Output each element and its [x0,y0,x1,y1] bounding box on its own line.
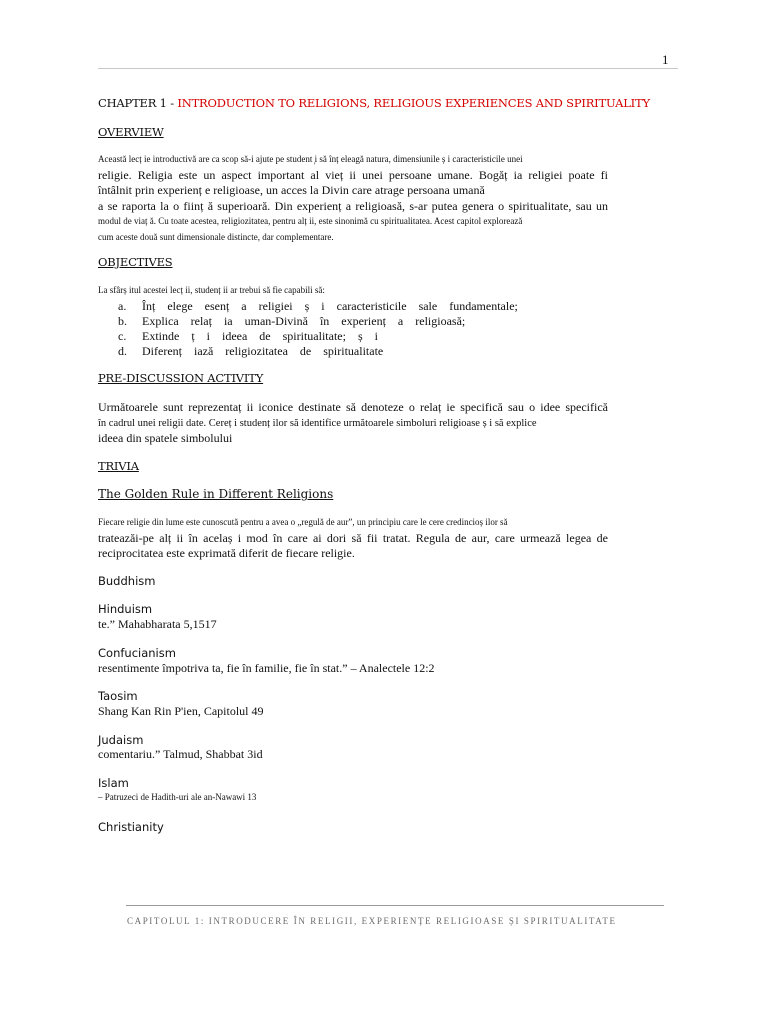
golden-rule-line: reciprocitatea este exprimată diferit de fiecare religie. [98,546,355,560]
objective-text: Extinde ț i ideea de spiritualitate; ș i [142,329,378,343]
religion-name-confucianism: Confucianism [98,646,176,660]
religion-quote-islam: – Patruzeci de Hadith-uri ale an-Nawawi 13 [98,792,257,802]
footer-rule [126,905,664,906]
pre-discussion-line: în cadrul unei religii date. Cereț i studenț ilor să identifice următoarele simboluri religioase ș i să explice [98,417,537,429]
trivia-heading: TRIVIA [98,459,139,473]
pre-discussion-line: Următoarele sunt reprezentaț ii iconice destinate să denoteze o relaț ie specifică sau o idee specifică [98,400,608,414]
overview-line: a se raporta la o ființ ă superioară. Din experienț a religioasă, s-ar putea genera o spiritualitate, sau un [98,198,608,213]
pre-discussion-paragraph [98,400,613,447]
religion-name-judaism: Judaism [98,733,144,747]
overview-line: religie. Religia este un aspect important al vieț ii unei persoane umane. Bogăț ia religiei poate fi [98,167,608,182]
golden-rule-line: trateazăi-pe alț ii în acelaș i mod în care ai dori să fii tratat. Regula de aur, care urmează legea de [98,530,608,545]
religion-quote-hinduism: te.” Mahabharata 5,1517 [98,617,217,631]
religion-name-islam: Islam [98,776,129,790]
religion-name-buddhism: Buddhism [98,574,156,588]
objective-letter: c. [118,329,127,343]
golden-rule-line: Fiecare religie din lume este cunoscută pentru a avea o „regulă de aur”, un principiu care le cere credincioș ilor să [98,517,508,527]
objectives-heading: OBJECTIVES [98,255,173,269]
header-rule [98,68,678,69]
religion-name-hinduism: Hinduism [98,602,153,616]
objective-text: Înț elege esenț a religiei ș i caracteristicile sale fundamentale; [142,299,518,313]
religion-quote-judaism: comentariu.” Talmud, Shabbat 3id [98,747,263,761]
overview-paragraph [98,152,613,245]
religion-quote-taosim: Shang Kan Rin P'ien, Capitolul 49 [98,704,264,718]
objective-letter: d. [118,344,127,358]
objective-letter: b. [118,314,127,328]
objectives-intro: La sfârș itul acestei lecț ii, studenț ii ar trebui să fie capabili să: [98,285,325,295]
religion-quote-confucianism: resentimente împotriva ta, fie în familie, fie în stat.” – Analectele 12:2 [98,661,435,675]
objective-text: Diferenț iază religiozitatea de spiritualitate [142,344,384,358]
golden-rule-intro [98,515,613,562]
objective-text: Explica relaț ia uman-Divină în experienț a religioasă; [142,314,466,328]
footer-chapter-title: CAPITOLUL 1: INTRODUCERE ÎN RELIGII, EXPERIENȚE RELIGIOASE ȘI SPIRITUALITATE [127,916,617,926]
golden-rule-subheading: The Golden Rule in Different Religions [98,487,334,501]
chapter-prefix: CHAPTER 1 - [98,96,178,110]
pre-discussion-heading: PRE-DISCUSSION ACTIVITY [98,371,264,385]
chapter-title-text: INTRODUCTION TO RELIGIONS, RELIGIOUS EXPERIENCES AND SPIRITUALITY [177,96,650,110]
overview-line: cum aceste două sunt dimensionale distincte, dar complementare. [98,231,334,242]
objective-letter: a. [118,299,127,313]
religion-name-taosim: Taosim [98,689,138,703]
chapter-title [98,96,650,110]
religion-name-christianity: Christianity [98,820,164,834]
overview-heading: OVERVIEW [98,125,164,139]
overview-line: întâlnit prin experienț e religioase, un acces la Divin care atrage persoana umană [98,183,485,197]
overview-line: modul de viaț ă. Cu toate acestea, religiozitatea, pentru alț ii, este sinonimă cu spiritualitatea. Acest capitol explorează [98,216,523,226]
pre-discussion-line: ideea din spatele simbolului [98,431,233,445]
overview-line: Această lecț ie introductivă are ca scop să-i ajute pe student ̦i să înț eleagă natura, dimensiunile ș i caracteristicile unei [98,154,523,164]
page-number: 1 [662,52,669,67]
